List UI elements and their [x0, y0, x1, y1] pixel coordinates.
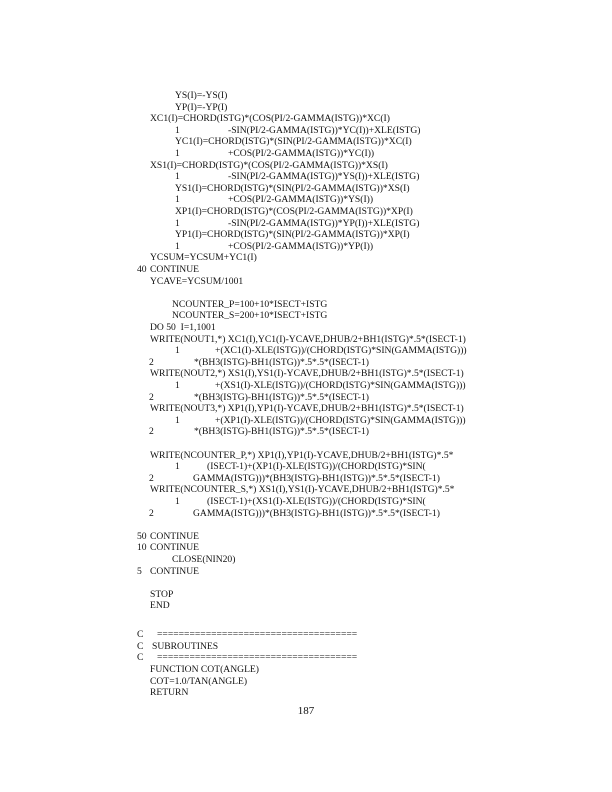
code-line [0, 171, 612, 183]
code-line [0, 589, 612, 601]
code-line [0, 357, 612, 369]
code-line [0, 125, 612, 137]
line-text: CONTINUE [150, 565, 200, 577]
line-label: 1 [175, 380, 180, 391]
line-text: NCOUNTER_S=200+10*ISECT+ISTG [172, 310, 328, 322]
code-line [0, 676, 612, 688]
code-line [0, 484, 612, 496]
line-text: CONTINUE [150, 264, 200, 275]
line-text: (ISECT-1)+(XP1(I)-XLE(ISTG))/(CHORD(ISTG)*SIN( [207, 461, 426, 473]
line-label: 2 [149, 472, 154, 484]
page-number: 187 [297, 705, 315, 717]
line-text: WRITE(NCOUNTER_S,*) XS1(I),YS1(I)-YCAVE,DHUB/2+BH1(ISTG)*.5* [150, 484, 455, 496]
line-text: XP1(I)=CHORD(ISTG)*(COS(PI/2-GAMMA(ISTG))*XP(I) [175, 206, 413, 217]
line-label: 50 [137, 530, 147, 542]
line-label: 2 [149, 391, 154, 403]
line-label: 1 [175, 171, 180, 183]
code-line [0, 600, 612, 612]
code-line [0, 519, 612, 531]
line-label: C [137, 652, 144, 664]
line-text: (ISECT-1)+(XS1(I)-XLE(ISTG))/(CHORD(ISTG)*SIN( [207, 496, 426, 507]
code-line [0, 113, 612, 125]
line-text: CLOSE(NIN20) [172, 554, 236, 565]
code-line [0, 148, 612, 160]
line-label: 2 [149, 356, 154, 368]
code-line [0, 450, 612, 462]
code-line [0, 287, 612, 299]
line-label: 10 [137, 542, 147, 554]
code-line [0, 542, 612, 554]
line-label: 1 [175, 148, 180, 159]
line-text: +(XP1(I)-XLE(ISTG))/(CHORD(ISTG)*SIN(GAMMA(ISTG))) [215, 414, 466, 426]
line-text: WRITE(NOUT3,*) XP1(I),YP1(I)-YCAVE,DHUB/2+BH1(ISTG)*.5*(ISECT-1) [150, 403, 464, 415]
code-line [0, 102, 612, 114]
line-text: *(BH3(ISTG)-BH1(ISTG))*.5*.5*(ISECT-1) [194, 426, 369, 438]
line-text: -SIN(PI/2-GAMMA(ISTG))*YC(I))+XLE(ISTG) [228, 124, 421, 136]
line-label: 1 [175, 414, 180, 426]
line-label: 1 [175, 345, 180, 357]
code-line [0, 461, 612, 473]
line-text: YP1(I)=CHORD(ISTG)*(SIN(PI/2-GAMMA(ISTG))*XP(I) [175, 229, 410, 241]
line-label: 1 [175, 240, 180, 252]
line-text: WRITE(NCOUNTER_P,*) XP1(I),YP1(I)-YCAVE,DHUB/2+BH1(ISTG)*.5* [150, 449, 454, 461]
line-label: 2 [149, 426, 154, 438]
line-text: COT=1.0/TAN(ANGLE) [150, 675, 248, 687]
line-text: YS(I)=-YS(I) [175, 90, 228, 101]
code-line [0, 392, 612, 404]
code-line [0, 566, 612, 578]
line-label: 1 [175, 217, 180, 229]
code-line [0, 334, 612, 346]
line-text: +COS(PI/2-GAMMA(ISTG))*YC(I)) [228, 148, 375, 159]
code-line [0, 160, 612, 172]
line-label: 1 [175, 194, 180, 206]
code-line [0, 403, 612, 415]
code-line [0, 577, 612, 589]
code-line [0, 194, 612, 206]
code-line [0, 310, 612, 322]
line-text: XC1(I)=CHORD(ISTG)*(COS(PI/2-GAMMA(ISTG))*XC(I) [150, 113, 390, 125]
line-text: *(BH3(ISTG)-BH1(ISTG))*.5*.5*(ISECT-1) [194, 391, 369, 403]
line-text: ===================================== [157, 629, 358, 641]
line-label: 1 [175, 496, 180, 507]
code-line [0, 264, 612, 276]
line-text: -SIN(PI/2-GAMMA(ISTG))*YS(I))+XLE(ISTG) [228, 171, 420, 183]
line-text: END [150, 600, 170, 612]
code-line [0, 496, 612, 508]
line-text: ===================================== [157, 652, 358, 664]
line-text: SUBROUTINES [152, 640, 219, 652]
line-text: CONTINUE [150, 542, 200, 554]
code-line [0, 136, 612, 148]
code-line [0, 652, 612, 664]
line-text: NCOUNTER_P=100+10*ISECT+ISTG [172, 298, 328, 310]
line-label: 5 [137, 565, 142, 577]
line-label: 2 [149, 507, 154, 519]
line-text: XS1(I)=CHORD(ISTG)*(COS(PI/2-GAMMA(ISTG))*XS(I) [150, 159, 388, 171]
code-line [0, 508, 612, 520]
code-line [0, 206, 612, 218]
line-text: YS1(I)=CHORD(ISTG)*(SIN(PI/2-GAMMA(ISTG))*XS(I) [175, 182, 410, 194]
line-text: CONTINUE [150, 530, 200, 542]
code-line [0, 438, 612, 450]
code-line [0, 473, 612, 485]
code-line [0, 322, 612, 334]
code-line [0, 641, 612, 653]
code-line [0, 629, 612, 641]
line-text: +(XS1(I)-XLE(ISTG))/(CHORD(ISTG)*SIN(GAMMA(ISTG))) [215, 380, 466, 391]
code-line [0, 345, 612, 357]
line-text: *(BH3(ISTG)-BH1(ISTG))*.5*.5*(ISECT-1) [194, 356, 369, 368]
line-text: WRITE(NOUT2,*) XS1(I),YS1(I)-YCAVE,DHUB/2+BH1(ISTG)*.5*(ISECT-1) [150, 368, 464, 380]
code-line [0, 415, 612, 427]
line-text: YP(I)=-YP(I) [175, 101, 228, 113]
line-text: YC1(I)=CHORD(ISTG)*(SIN(PI/2-GAMMA(ISTG))*XC(I) [175, 136, 412, 148]
line-text: -SIN(PI/2-GAMMA(ISTG))*YP(I))+XLE(ISTG) [228, 217, 420, 229]
line-text: +COS(PI/2-GAMMA(ISTG))*YS(I)) [228, 194, 374, 206]
code-line [0, 276, 612, 288]
code-line [0, 252, 612, 264]
code-line [0, 90, 612, 102]
line-label: 1 [175, 461, 180, 473]
code-line [0, 368, 612, 380]
code-line [0, 612, 612, 624]
line-text: GAMMA(ISTG)))*(BH3(ISTG)-BH1(ISTG))*.5*.5*(ISECT-1) [193, 507, 440, 519]
line-text: +COS(PI/2-GAMMA(ISTG))*YP(I)) [228, 240, 374, 252]
line-label: C [137, 629, 144, 641]
code-line [0, 183, 612, 195]
code-line [0, 531, 612, 543]
line-text: DO 50 I=1,1001 [150, 322, 216, 333]
line-text: STOP [150, 588, 174, 600]
code-line [0, 299, 612, 311]
code-line [0, 554, 612, 566]
line-label: 1 [175, 124, 180, 136]
code-line [0, 229, 612, 241]
line-text: YCSUM=YCSUM+YC1(I) [150, 252, 257, 264]
line-label: 40 [137, 264, 147, 275]
code-line [0, 218, 612, 230]
code-line [0, 380, 612, 392]
line-text: FUNCTION COT(ANGLE) [150, 664, 259, 675]
code-line [0, 241, 612, 253]
line-label: C [137, 640, 144, 652]
code-line [0, 687, 612, 699]
line-text: WRITE(NOUT1,*) XC1(I),YC1(I)-YCAVE,DHUB/2+BH1(ISTG)*.5*(ISECT-1) [150, 333, 466, 345]
code-line [0, 426, 612, 438]
line-text: YCAVE=YCSUM/1001 [150, 275, 244, 287]
code-line [0, 664, 612, 676]
line-text: +(XC1(I)-XLE(ISTG))/(CHORD(ISTG)*SIN(GAMMA(ISTG))) [215, 345, 467, 357]
line-text: RETURN [150, 687, 189, 699]
line-text: GAMMA(ISTG)))*(BH3(ISTG)-BH1(ISTG))*.5*.5*(ISECT-1) [193, 472, 440, 484]
